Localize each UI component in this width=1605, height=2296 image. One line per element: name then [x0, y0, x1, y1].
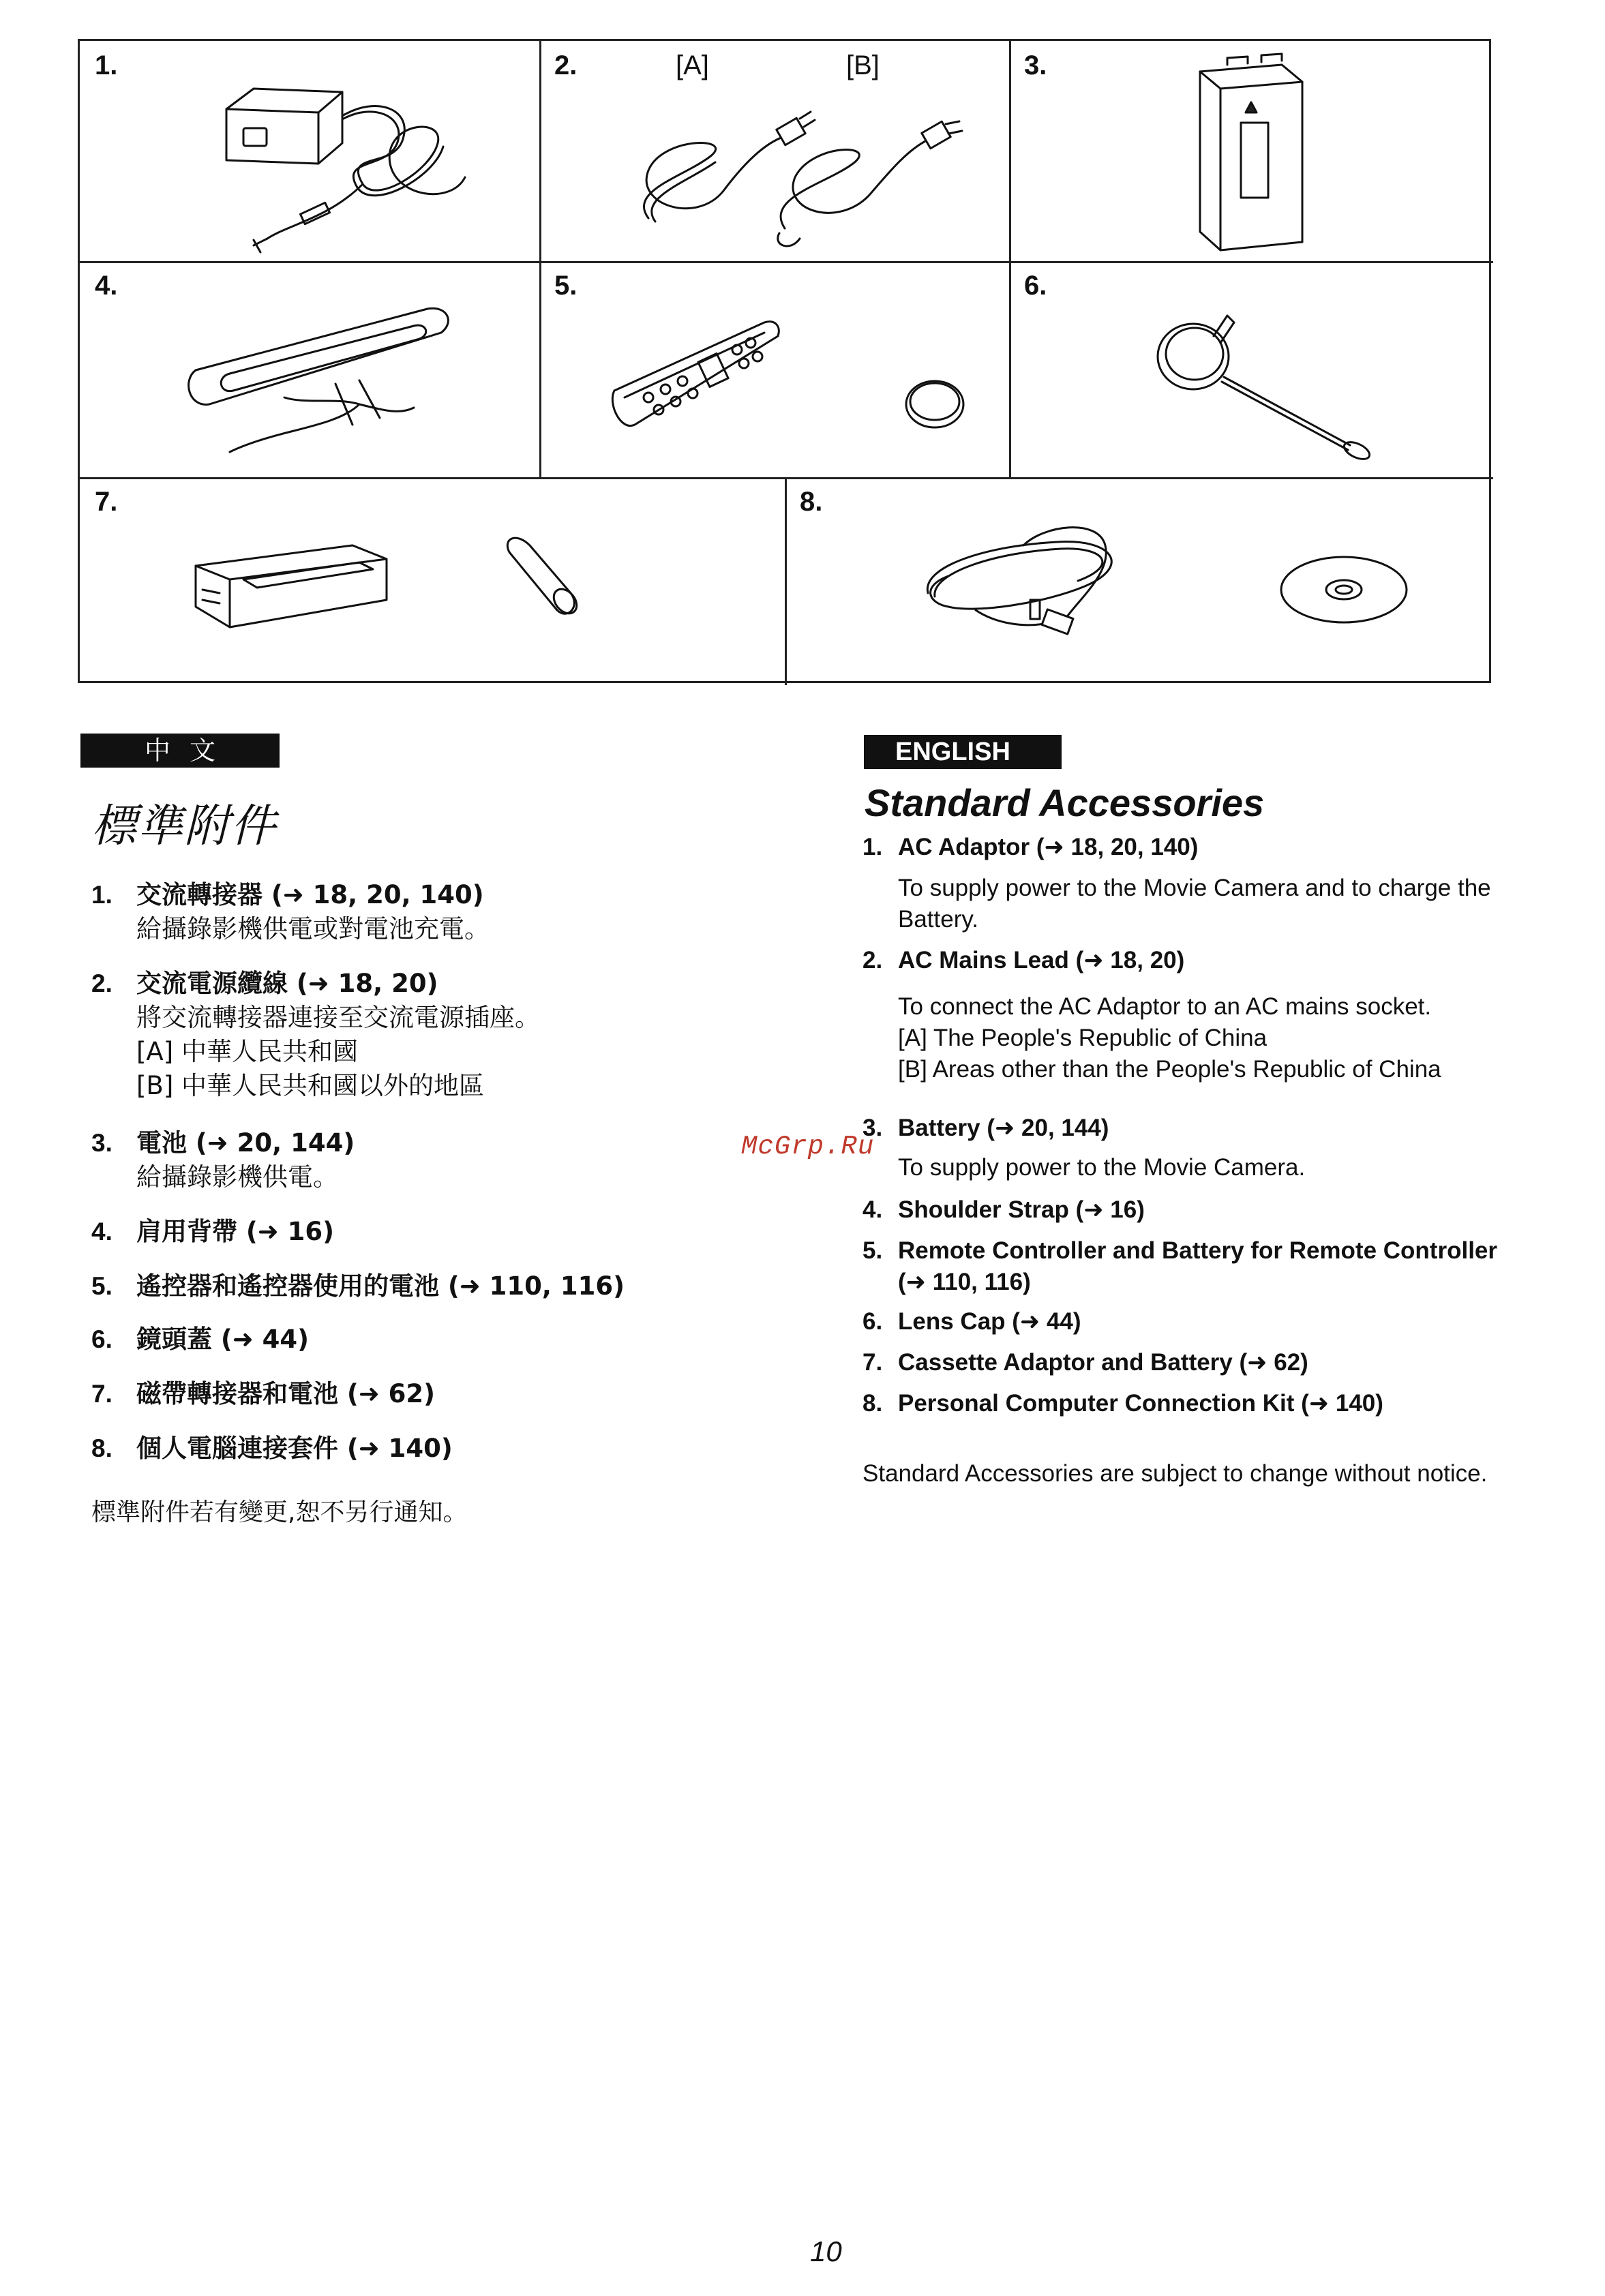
item-title: 電池 (➜ 20, 144) — [136, 1128, 355, 1158]
accessory-cell-8 — [785, 477, 1493, 685]
item-desc: [B] Areas other than the People's Republic of China — [898, 1056, 1441, 1083]
accessory-cell-6 — [1009, 261, 1493, 477]
cell-number: 4. — [95, 271, 118, 301]
accessory-cell-1 — [80, 41, 539, 261]
variant-label-a: [A] — [676, 50, 709, 80]
section-title-chinese: 標準附件 — [91, 800, 277, 852]
item-desc: [A] The People's Republic of China — [898, 1025, 1268, 1051]
battery-pack-illustration — [1180, 51, 1316, 256]
item-desc: 給攝錄影機供電或對電池充電。 — [136, 914, 490, 943]
accessories-grid — [78, 39, 1491, 683]
item-title: Remote Controller and Battery for Remote Controller — [898, 1237, 1497, 1264]
item-title: 肩用背帶 (➜ 16) — [136, 1217, 335, 1246]
accessory-cell-4 — [80, 261, 539, 477]
item-desc: 給攝錄影機供電。 — [136, 1162, 338, 1192]
accessory-cell-7 — [80, 477, 785, 685]
item-title: Personal Computer Connection Kit (➜ 140) — [898, 1390, 1383, 1417]
item-title: AC Mains Lead (➜ 18, 20) — [898, 947, 1185, 973]
item-desc: To supply power to the Movie Camera and to charge the — [898, 875, 1491, 901]
item-title: AC Adaptor (➜ 18, 20, 140) — [898, 834, 1199, 860]
item-title: 交流電源纜線 (➜ 18, 20) — [136, 969, 438, 998]
item-desc: To connect the AC Adaptor to an AC mains socket. — [898, 993, 1432, 1020]
cell-number: 6. — [1024, 271, 1047, 301]
item-title: 遙控器和遙控器使用的電池 (➜ 110, 116) — [136, 1271, 625, 1301]
cell-number: 5. — [554, 271, 578, 301]
cassette-adaptor-illustration — [189, 511, 632, 668]
section-tag-chinese: 中文 — [80, 734, 280, 768]
page-number: 10 — [810, 2235, 842, 2267]
item-title: 鏡頭蓋 (➜ 44) — [136, 1325, 310, 1354]
cell-number: 3. — [1024, 50, 1047, 80]
shoulder-strap-illustration — [182, 295, 509, 466]
item-title: 個人電腦連接套件 (➜ 140) — [136, 1434, 453, 1463]
item-desc: Battery. — [898, 906, 979, 933]
accessory-cell-2 — [539, 41, 1009, 261]
cell-number: 1. — [95, 50, 118, 80]
item-desc: 將交流轉接器連接至交流電源插座。 — [136, 1003, 540, 1032]
accessory-cell-3 — [1009, 41, 1493, 261]
footnote-english: Standard Accessories are subject to change without notice. — [862, 1460, 1488, 1487]
ac-adaptor-illustration — [206, 68, 513, 259]
item-desc: To supply power to the Movie Camera. — [898, 1154, 1306, 1181]
item-title: 交流轉接器 (➜ 18, 20, 140) — [136, 880, 484, 909]
section-tag-english: ENGLISH — [864, 735, 1062, 769]
remote-controller-illustration — [608, 302, 989, 459]
cell-number: 7. — [95, 487, 118, 517]
accessory-cell-5 — [539, 261, 1009, 477]
item-desc: [B] 中華人民共和國以外的地區 — [136, 1071, 485, 1100]
pc-connection-kit-illustration — [907, 504, 1453, 668]
cell-number: 2. — [554, 50, 578, 80]
item-title: Cassette Adaptor and Battery (➜ 62) — [898, 1349, 1308, 1376]
item-desc: (➜ 110, 116) — [898, 1269, 1031, 1295]
mains-lead-illustration — [621, 109, 976, 259]
lens-cap-illustration — [1145, 295, 1405, 472]
footnote-chinese: 標準附件若有變更,恕不另行通知。 — [91, 1498, 468, 1526]
item-title: Battery (➜ 20, 144) — [898, 1115, 1109, 1141]
cell-number: 8. — [800, 487, 823, 517]
variant-label-b: [B] — [846, 50, 880, 80]
item-title: Shoulder Strap (➜ 16) — [898, 1196, 1145, 1223]
item-title: Lens Cap (➜ 44) — [898, 1308, 1081, 1335]
watermark: McGrp.Ru — [741, 1132, 875, 1162]
section-title-english: Standard Accessories — [865, 781, 1265, 824]
item-title: 磁帶轉接器和電池 (➜ 62) — [136, 1379, 436, 1408]
item-desc: [A] 中華人民共和國 — [136, 1037, 358, 1066]
